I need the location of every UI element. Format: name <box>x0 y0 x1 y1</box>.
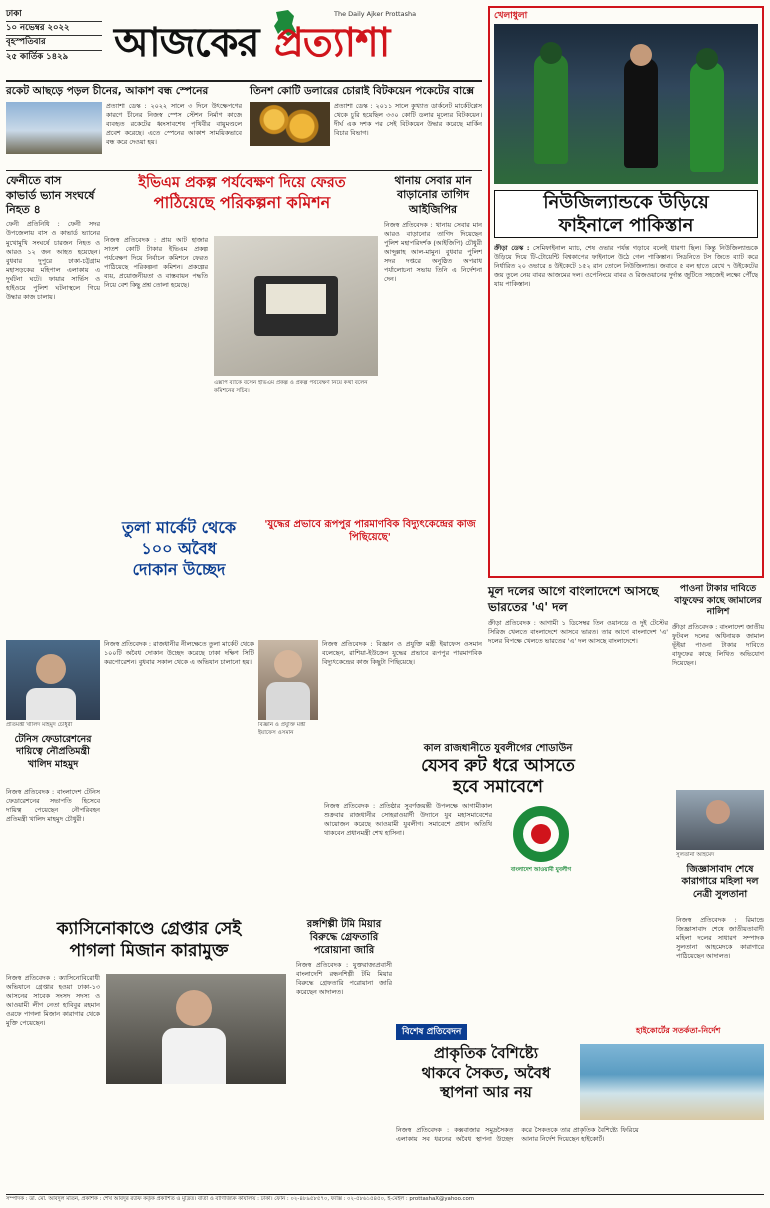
khela-label: খেলাধুলা <box>494 11 528 21</box>
masthead-rule <box>6 80 482 82</box>
evm-headline-line2: পাঠিয়েছে পরিকল্পনা কমিশন <box>153 192 331 212</box>
tula-headline-line1: তুলা মার্কেট থেকে <box>121 518 237 537</box>
khela-headline <box>494 190 758 238</box>
top-right-headline: তিনশ কোটি ডলারের চোরাই বিটকয়েন পকেটের বাক্সে <box>250 85 475 97</box>
cricket-photo <box>494 24 758 184</box>
khela-dateline: ক্রীড়া ডেস্ক : <box>494 244 530 252</box>
pawna-body: ক্রীড়া প্রতিবেদক : বাংলাদেশ জাতীয় ফুটবল দলের অধিনায়ক জামাল ভূঁইয়া পাওনা টাকার দাবিতে বাফুফের কাছে লিখিত অভিযোগ দিয়েছেন। <box>672 623 764 668</box>
tennis-photo <box>6 640 100 720</box>
tula-body: নিজস্ব প্রতিবেদক : রাজধানীর নীলক্ষেতে তুলা মার্কেট থেকে ১০০টি অবৈধ দোকান উচ্ছেদ করেছে ঢাকা দক্ষিণ সিটি করপোরেশন। বুধবার সকাল থেকে এ অভিযান চালানো হয়। <box>104 640 254 667</box>
sea-headline-line2: থাকবে সৈকত, অবৈধ <box>421 1063 551 1082</box>
logo-part2: প্রত্যাশা <box>274 20 390 66</box>
juboleague-logo-text: বাংলাদেশ আওয়ামী যুবলীগ <box>510 867 572 874</box>
tula-headline-line3: দোকান উচ্ছেদ <box>132 559 226 579</box>
tula-article <box>104 518 254 634</box>
tomi-headline: রঙ্গশিল্পী টমি মিয়ার বিরুদ্ধে গ্রেফতারি পরোয়ানা জারি <box>306 919 382 956</box>
sea-article <box>396 1024 764 1192</box>
jijna-photo <box>676 790 764 850</box>
tennis-body: নিজস্ব প্রতিবেদক : বাংলাদেশ টেনিস ফেডারেশনের সভাপতি হিসেবে দায়িত্ব পেয়েছেন নৌপরিবহন প্রতিমন্ত্রী খালিদ মাহমুদ চৌধুরী। <box>6 788 100 824</box>
juboleague-body: নিজস্ব প্রতিবেদক : প্রতিষ্ঠার সুবর্ণজয়ন্তী উপলক্ষে আগামীকাল শুক্রবার রাজধানীর সোহরাওয়ার্দী উদ্যানে যুব মহাসমাবেশের আয়োজন করেছে আওয়ামী যুবলীগ। সমাবেশে প্রধান অতিথি থাকবেন প্রধানমন্ত্রী শেখ হাসিনা। <box>324 802 492 838</box>
dateline-block <box>6 8 102 64</box>
col1-body: ফেনী প্রতিনিধি : ফেনী সদর উপজেলায় বাস ও কাভার্ড ভ্যানের মুখোমুখি সংঘর্ষে চারজন নিহত ও আরও ১২ জন আহত হয়েছেন। বুধবার দুপুরে ঢাকা-চট্টগ্রাম মহাসড়কের মহিপাল এলাকায় এ দুর্ঘটনা ঘটে। ফায়ার সার্ভিস ও হাইওয়ে পুলিশ ঘটনাস্থলে গিয়ে উদ্ধার কাজ চালায়। <box>6 220 100 302</box>
sea-banner-right: হাইকোর্টের সতর্কতা-নির্দেশ <box>636 1026 721 1035</box>
casino-body: নিজস্ব প্রতিবেদক : ক্যাসিনোবিরোধী অভিযানে গ্রেপ্তার হওয়া ঢাকা-১৩ আসনের সাবেক সংসদ সদস্য ও আওয়ামী লীগ নেতা হাবিবুর রহমান ওরফে পাগলা মিজান কারাগার থেকে মুক্তি পেয়েছেন। <box>6 974 100 1028</box>
tennis-caption: প্রতিমন্ত্রী খালিদ মাহমুদ চৌধুরী <box>6 722 73 728</box>
date-en: ১০ নভেম্বর ২০২২ <box>6 22 102 36</box>
top-right-body: প্রত্যাশা ডেস্ক : ২০১১ সালে কুখ্যাত ডার্কনেট মার্কেটপ্লেস থেকে চুরি হয়েছিল ৩৩০ কোটি ডলার মূল্যের বিটকয়েন। দীর্ঘ এক দশক পর সেই বিটকয়েন উদ্ধার করেছে মার্কিন বিচার বিভাগ। <box>334 102 482 138</box>
thana-article <box>384 174 482 534</box>
sea-photo <box>580 1044 764 1120</box>
col1-kicker: ফেনীতে বাস <box>6 174 62 187</box>
casino-headline-line2: পাগলা মিজান কারামুক্ত <box>69 941 229 962</box>
juboleague-logo <box>496 804 586 890</box>
date-bn: ২৫ কার্তিক ১৪২৯ <box>6 51 69 62</box>
sea-body: নিজস্ব প্রতিবেদক : কক্সবাজার সমুদ্রসৈকত এলাকায় সব ধরনের অবৈধ স্থাপনা উচ্ছেদ করে সৈকতকে তার প্রাকৃতিক বৈশিষ্ট্যে ফিরিয়ে আনার নির্দেশ দিয়েছেন হাইকোর্ট। <box>396 1126 639 1144</box>
tomi-article <box>296 918 392 1190</box>
rangpur-body: নিজস্ব প্রতিবেদক : বিজ্ঞান ও প্রযুক্তি মন্ত্রী ইয়াফেস ওসমান বলেছেন, রাশিয়া-ইউক্রেন যুদ্ধের প্রভাবে রূপপুর পারমাণবিক বিদ্যুৎকেন্দ্রের কাজ কিছুটা পিছিয়েছে। <box>322 640 482 667</box>
weekday: বৃহস্পতিবার <box>6 36 102 50</box>
minister-photo <box>258 640 318 720</box>
sea-headline <box>396 1044 576 1103</box>
top-left-body: প্রত্যাশা ডেস্ক : ২০২২ সালে ৩ দিনে উৎক্ষেপণের কারণে চীনের নিজস্ব স্পেস স্টেশন নির্মাণ কাজে ব্যবহৃত রকেটের ধ্বংসাবশেষ পৃথিবীর বায়ুমণ্ডলে প্রবেশ করেছে। এতে স্পেনের আকাশ সাময়িকভাবে বন্ধ করে দেওয়া হয়। <box>106 102 242 147</box>
rocket-photo <box>6 102 102 154</box>
juboleague-headline-line2: হবে সমাবেশে <box>453 776 543 797</box>
baf-article <box>488 584 668 724</box>
khela-headline-line1: নিউজিল্যান্ডকে উড়িয়ে <box>543 192 709 213</box>
evm-photo <box>214 236 378 376</box>
logo <box>114 10 482 78</box>
jijna-headline: জিজ্ঞাসাবাদ শেষে কারাগারে মহিলা দল নেত্রী সুলতানা <box>681 864 759 900</box>
footer-rule <box>6 1194 764 1195</box>
rangpur-caption: বিজ্ঞান ও প্রযুক্তি মন্ত্রী ইয়াফেস ওসমান <box>258 722 306 736</box>
juboleague-kicker: কাল রাজধানীতে যুবলীগের শোডাউন <box>423 743 573 754</box>
thana-body: নিজস্ব প্রতিবেদক : থানায় সেবার মান আরও বাড়ানোর তাগিদ দিয়েছেন পুলিশ মহাপরিদর্শক (আইজিপি) চৌধুরী আব্দুল্লাহ আল-মামুন। বুধবার পুলিশ সদর দপ্তরে অনুষ্ঠিত অপরাধ পর্যালোচনা সভায় তিনি এ নির্দেশনা দেন। <box>384 220 482 284</box>
sea-headline-line1: প্রাকৃতিক বৈশিষ্ট্যে <box>433 1044 539 1062</box>
bitcoin-photo <box>250 102 330 146</box>
baf-body: ক্রীড়া প্রতিবেদক : আগামী ১ ডিসেম্বর তিন ওয়ানডে ও দুই টেস্টের সিরিজ খেলতে বাংলাদেশে আসবে ভারত। তার আগে বাংলাদেশ 'এ' দলের বিপক্ষে খেলতে ভারতের 'এ' দল আসছে বাংলাদেশে। <box>488 619 668 646</box>
logo-part1: আজকের <box>114 20 259 66</box>
jijna-caption: সুলতানা আহমেদ <box>676 852 715 858</box>
pawna-article <box>672 584 764 784</box>
city: ঢাকা <box>6 8 102 22</box>
juboleague-emblem-icon <box>511 804 571 864</box>
casino-headline-line1: ক্যাসিনোকাণ্ডে গ্রেপ্তার সেই <box>56 919 242 939</box>
khela-body <box>494 244 758 344</box>
tula-headline-line2: ১০০ অবৈধ <box>141 538 217 558</box>
pawna-headline: পাওনা টাকার দাবিতে বাফুফের কাছে জামালের নালিশ <box>674 584 762 618</box>
jijna-article <box>676 790 764 1020</box>
khela-box <box>488 6 764 578</box>
tomi-body: নিজস্ব প্রতিবেদক : যুক্তরাজ্যপ্রবাসী বাংলাদেশি রন্ধনশিল্পী টমি মিয়ার বিরুদ্ধে গ্রেফতারি পরোয়ানা জারি করেছেন আদালত। <box>296 961 392 997</box>
sea-headline-line3: স্থাপনা আর নয় <box>440 1083 532 1101</box>
evm-article <box>104 174 380 514</box>
casino-article <box>6 918 292 1190</box>
logo-tagline: The Daily Ajker Prottasha <box>334 10 417 18</box>
khela-body-text: সেমিফাইনাল ম্যাচ, শেষ ওভার পর্যন্ত গড়াবে বলেই ধারণা ছিল। কিন্তু নিউজিল্যান্ডকে উড়িয়ে দিয়ে টি-টোয়েন্টি বিশ্বকাপের ফাইনালে উঠে গেল পাকিস্তান। সিডনিতে টস জিতে ব্যাট করে নির্ধারিত ২০ ওভারে ৪ উইকেটে ১৫২ রান তোলে নিউজিল্যান্ড। জবাবে ৫ বল হাতে রেখে ৭ উইকেটের জয় তুলে নেয় বাবর আজমের দল। ওপেনিংয়ে বাবর ও রিজওয়ানের দুর্দান্ত জুটিতে সহজেই লক্ষ্যে পৌঁছে যায় পাকিস্তান। <box>494 244 758 289</box>
evm-body: নিজস্ব প্রতিবেদক : প্রায় আট হাজার সাতশ কোটি টাকার ইভিএম প্রকল্প পর্যবেক্ষণ দিয়ে নির্বাচন কমিশনে ফেরত পাঠিয়েছে পরিকল্পনা কমিশন। প্রকল্পের ব্যয়, প্রয়োজনীয়তা ও বাস্তবায়ন পদ্ধতি নিয়ে বেশ কিছু প্রশ্ন তোলা হয়েছে। <box>104 236 208 290</box>
sea-banner-left: বিশেষ প্রতিবেদন <box>396 1024 467 1040</box>
rangpur-article <box>258 518 482 638</box>
evm-headline-line1: ইভিএম প্রকল্প পর্যবেক্ষণ দিয়ে ফেরত <box>138 175 346 191</box>
col1-headline: কাভার্ড ভ্যান সংঘর্ষে নিহত ৪ <box>6 188 95 216</box>
footer: সম্পাদক : ডা. মো. আবদুল মতিন, প্রকাশক : শেখ আবদুর রউফ কর্তৃক প্রকাশিত ও মুদ্রিত। বার্তা ও বাণিজ্যিক কার্যালয় : ঢাকা। ফোন : ০২-৪৮৯৫৮৫৭০, ফ্যাক্স : ০২-৫৮৬১৫৪৫০, ই-মেইল : prottashaX@yahoo.com <box>6 1196 475 1202</box>
evm-caption: এক্সপি ব্যাকে বসেন ইভিএম প্রকল্প ও প্রকল্প পর্যবেক্ষণ নিয়ে কথা বলেন কমিশনের সচিব। <box>214 380 368 394</box>
tennis-headline: টেনিস ফেডারেশনের দায়িত্বে নৌপ্রতিমন্ত্রী খালিদ মাহমুদ <box>14 734 92 770</box>
col1 <box>6 174 100 624</box>
jijna-body: নিজস্ব প্রতিবেদক : রিমান্ডে জিজ্ঞাসাবাদ শেষে জাতীয়তাবাদী মহিলা দলের সাধারণ সম্পাদক সুলতানা আহমেদকে কারাগারে পাঠিয়েছেন আদালত। <box>676 916 764 961</box>
thana-headline: থানায় সেবার মান বাড়ানোর তাগিদ আইজিপির <box>394 174 472 216</box>
casino-photo <box>106 974 286 1084</box>
baf-headline: মূল দলের আগে বাংলাদেশে আসছে ভারতের 'এ' দল <box>488 584 659 614</box>
khela-headline-line2: ফাইনালে পাকিস্তান <box>558 215 694 236</box>
masthead <box>6 6 482 88</box>
juboleague-headline-line1: যেসব রুট ধরে আসতে <box>421 755 575 776</box>
rangpur-headline: 'যুদ্ধের প্রভাবে রূপপুর পারমাণবিক বিদ্যুৎকেন্দ্রের কাজ পিছিয়েছে' <box>264 519 476 543</box>
top-left-headline: রকেট আছড়ে পড়ল চীনের, আকাশ বন্ধ স্পেনের <box>6 85 209 97</box>
strip-rule <box>6 170 482 171</box>
top-strip <box>6 84 482 168</box>
